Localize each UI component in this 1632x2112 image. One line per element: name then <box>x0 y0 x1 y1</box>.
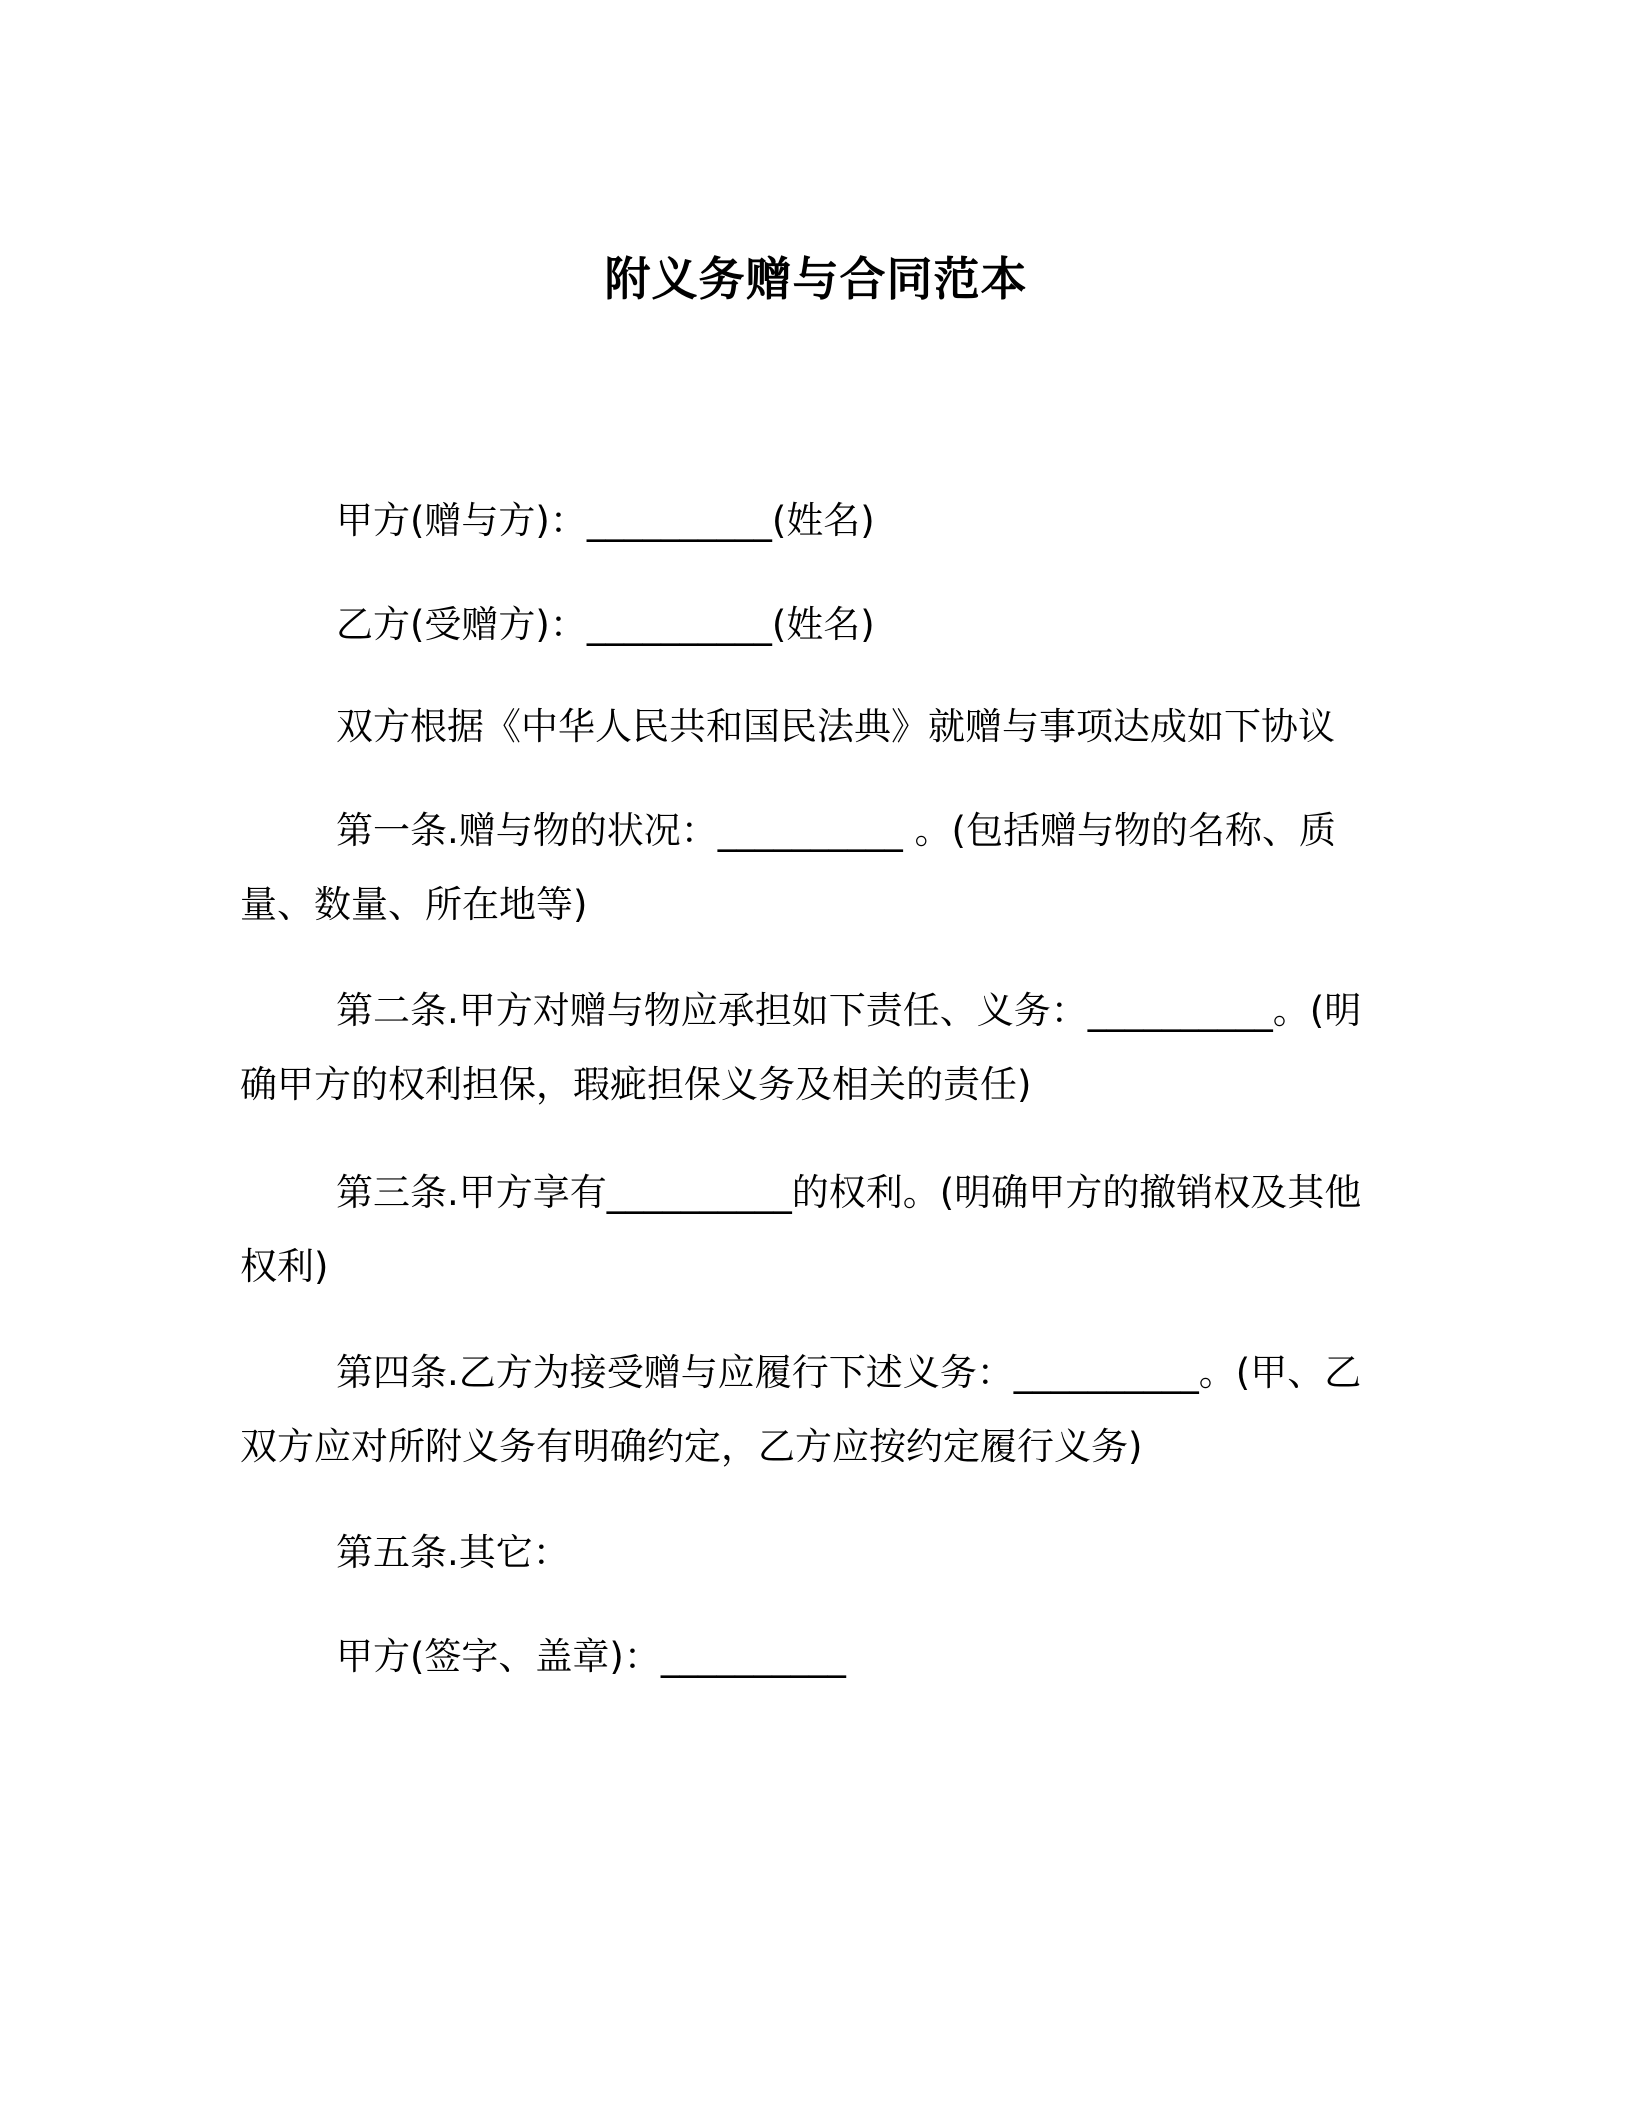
article-4: 第四条.乙方为接受赠与应履行下述义务：__________。(甲、乙双方应对所附义务有明确约定，乙方应按约定履行义务) <box>240 1351 1362 1468</box>
article-3: 第三条.甲方享有__________的权利。(明确甲方的撤销权及其他权利) <box>240 1171 1362 1288</box>
party-b-line: 乙方(受赠方)：__________(姓名) <box>336 603 875 646</box>
party-a-line: 甲方(赠与方)：__________(姓名) <box>336 499 875 542</box>
article-1: 第一条.赠与物的状况：__________ 。(包括赠与物的名称、质量、数量、所在地等) <box>240 809 1336 926</box>
party-a-signature-line: 甲方(签字、盖章)：__________ <box>336 1635 846 1678</box>
article-2: 第二条.甲方对赠与物应承担如下责任、义务：__________。(明确甲方的权利担保，瑕疵担保义务及相关的责任) <box>240 989 1362 1106</box>
document-title: 附义务赠与合同范本 <box>604 251 1028 306</box>
agreement-intro: 双方根据《中华人民共和国民法典》就赠与事项达成如下协议 <box>336 705 1335 748</box>
article-5: 第五条.其它： <box>336 1531 570 1574</box>
